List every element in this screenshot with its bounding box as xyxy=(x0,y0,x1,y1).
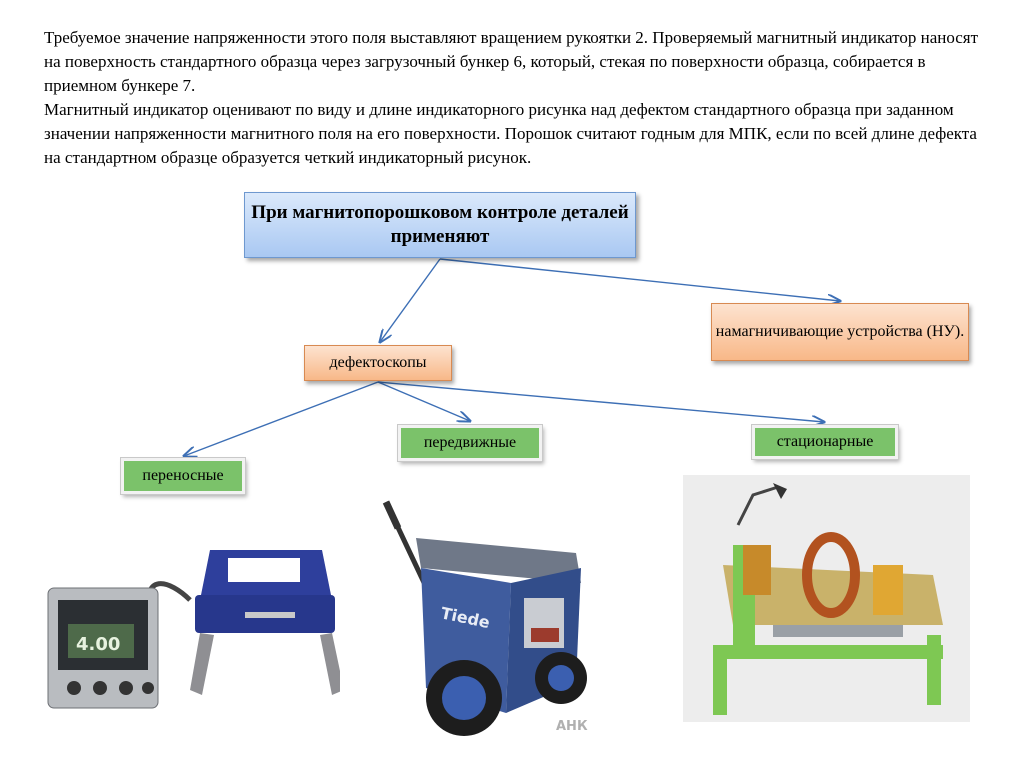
stationary-detector-photo xyxy=(683,475,970,722)
arrow-to-mobile xyxy=(378,382,470,421)
intro-paragraph-2: Магнитный индикатор оценивают по виду и длине индикаторного рисунка над дефектом стандартного образца при заданном значении напряженности магнитного поля на его поверхности. Порошок считают годным для МПК, если по всей длине дефекта на стандартном образце образуется четкий индикаторный рисунок. xyxy=(44,100,977,167)
watermark: АНК xyxy=(556,719,588,734)
arrow-to-flaw-detectors xyxy=(380,259,440,342)
portable-detector-photo xyxy=(40,540,340,720)
root-box: При магнитопорошковом контроле деталей применяют xyxy=(244,192,636,258)
arrow-to-stationary xyxy=(378,382,824,422)
mobile-detector-photo xyxy=(376,498,626,743)
arrow-to-magnetizers xyxy=(440,259,840,301)
display-value: 4.00 xyxy=(76,634,121,655)
flaw-detectors-box: дефектоскопы xyxy=(304,345,452,381)
stationary-box: стационарные xyxy=(752,425,898,459)
portable-box: переносные xyxy=(121,458,245,494)
mobile-box: передвижные xyxy=(398,425,542,461)
magnetizers-box: намагничивающие устройства (НУ). xyxy=(711,303,969,361)
intro-paragraph-1: Требуемое значение напряженности этого поля выставляют вращением рукоятки 2. Проверяемый магнитный индикатор наносят на поверхность стандартного образца через загрузочный бункер 6, который, стекая по поверхности образца, собирается в приемном бункере 7. xyxy=(44,28,979,95)
arrow-to-portable xyxy=(184,382,378,456)
brand-label: Tiede xyxy=(439,603,492,633)
